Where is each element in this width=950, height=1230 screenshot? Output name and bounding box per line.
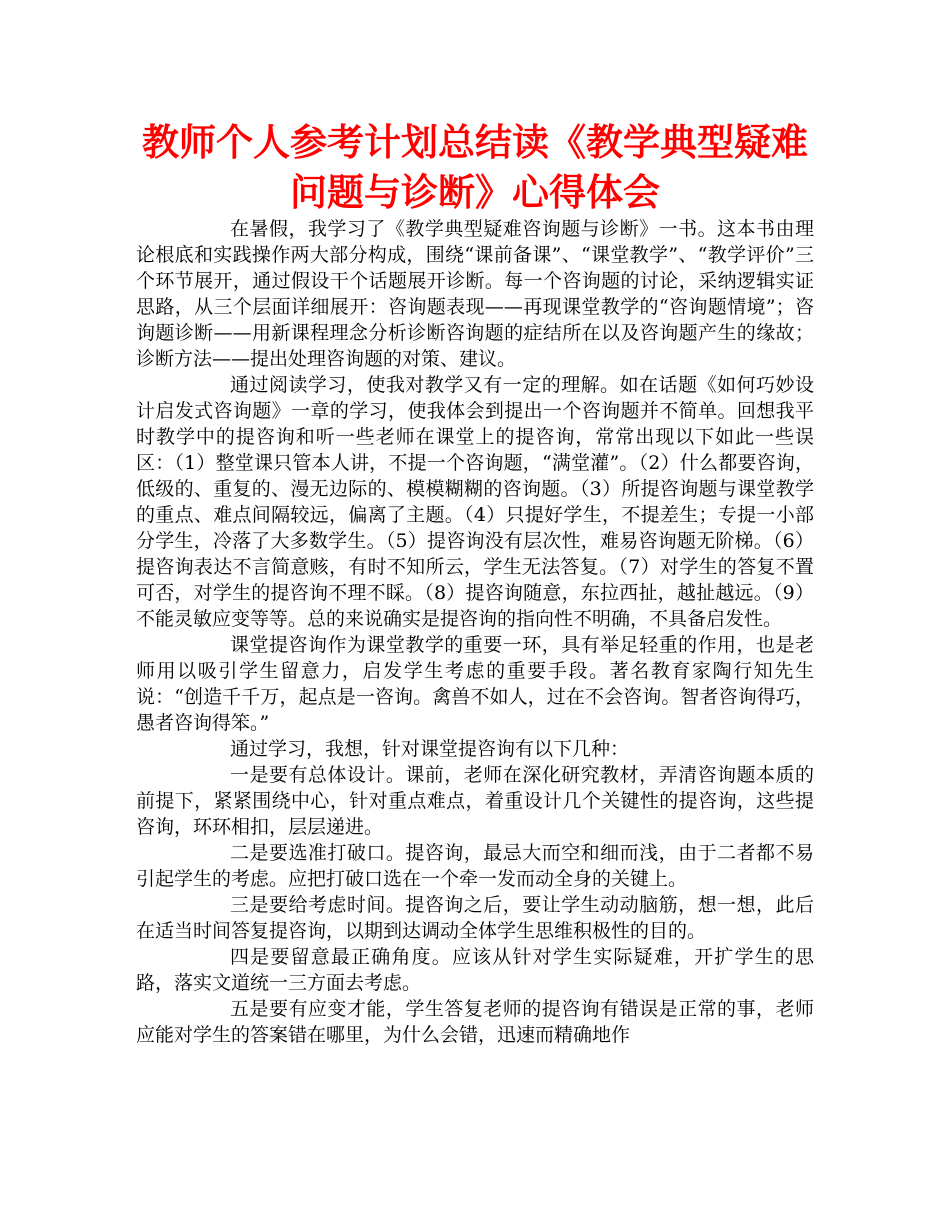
paragraph-point-5: 五是要有应变才能，学生答复老师的提咨询有错误是正常的事，老师应能对学生的答案错在哪里，为什么会错，迅速而精确地作 <box>136 998 814 1046</box>
document-title <box>136 118 814 218</box>
paragraph-intro: 在暑假，我学习了《教学典型疑难咨询题与诊断》一书。这本书由理论根底和实践操作两大部分构成，围绕“课前备课”、“课堂教学”、“教学评价”三个环节展开，通过假设干个话题展开诊断。每一个咨询题的讨论，采纳逻辑实证思路，从三个层面详细展开：咨询题表现——再现课堂教学的“咨询题情境”；咨询题诊断——用新课程理念分析诊断咨询题的症结所在以及咨询题产生的缘故；诊断方法——提出处理咨询题的对策、建议。 <box>136 218 814 370</box>
document-body <box>136 216 814 1048</box>
paragraph-summary-intro: 通过学习，我想，针对课堂提咨询有以下几种： <box>230 738 630 760</box>
title-line-2: 问题与诊断》心得体会 <box>290 171 660 214</box>
paragraph-point-2: 二是要选准打破口。提咨询，最忌大而空和细而浅，由于二者都不易引起学生的考虑。应把打破口选在一个牵一发而动全身的关键上。 <box>136 842 814 890</box>
paragraph-reading-insight: 通过阅读学习，使我对教学又有一定的理解。如在话题《如何巧妙设计启发式咨询题》一章的学习，使我体会到提出一个咨询题并不简单。回想我平时教学中的提咨询和听一些老师在课堂上的提咨询，常常出现以下如此一些误区：（1）整堂课只管本人讲，不提一个咨询题，“满堂灌”。（2）什么都要咨询，低级的、重复的、漫无边际的、模模糊糊的咨询题。（3）所提咨询题与课堂教学的重点、难点间隔较远，偏离了主题。（4）只提好学生，不提差生；专提一小部分学生，冷落了大多数学生。（5）提咨询没有层次性，难易咨询题无阶梯。（6）提咨询表达不言简意赅，有时不知所云，学生无法答复。（7）对学生的答复不置可否，对学生的提咨询不理不睬。（8）提咨询随意，东拉西扯，越扯越远。（9）不能灵敏应变等等。总的来说确实是提咨询的指向性不明确，不具备启发性。 <box>136 374 814 630</box>
title-line-1: 教师个人参考计划总结读《教学典型疑难 <box>142 121 808 164</box>
paragraph-point-1: 一是要有总体设计。课前，老师在深化研究教材，弄清咨询题本质的前提下，紧紧围绕中心，针对重点难点，着重设计几个关键性的提咨询，这些提咨询，环环相扣，层层递进。 <box>136 764 814 838</box>
paragraph-classroom-questioning: 课堂提咨询作为课堂教学的重要一环，具有举足轻重的作用，也是老师用以吸引学生留意力，启发学生考虑的重要手段。著名教育家陶行知先生说：“创造千千万，起点是一咨询。禽兽不如人，过在不会咨询。智者咨询得巧，愚者咨询得笨。” <box>136 634 814 734</box>
document-page <box>136 118 814 1048</box>
paragraph-point-4: 四是要留意最正确角度。应该从针对学生实际疑难，开扩学生的思路，落实文道统一三方面去考虑。 <box>136 946 814 994</box>
paragraph-point-3: 三是要给考虑时间。提咨询之后，要让学生动动脑筋，想一想，此后在适当时间答复提咨询，以期到达调动全体学生思维积极性的目的。 <box>136 894 814 942</box>
